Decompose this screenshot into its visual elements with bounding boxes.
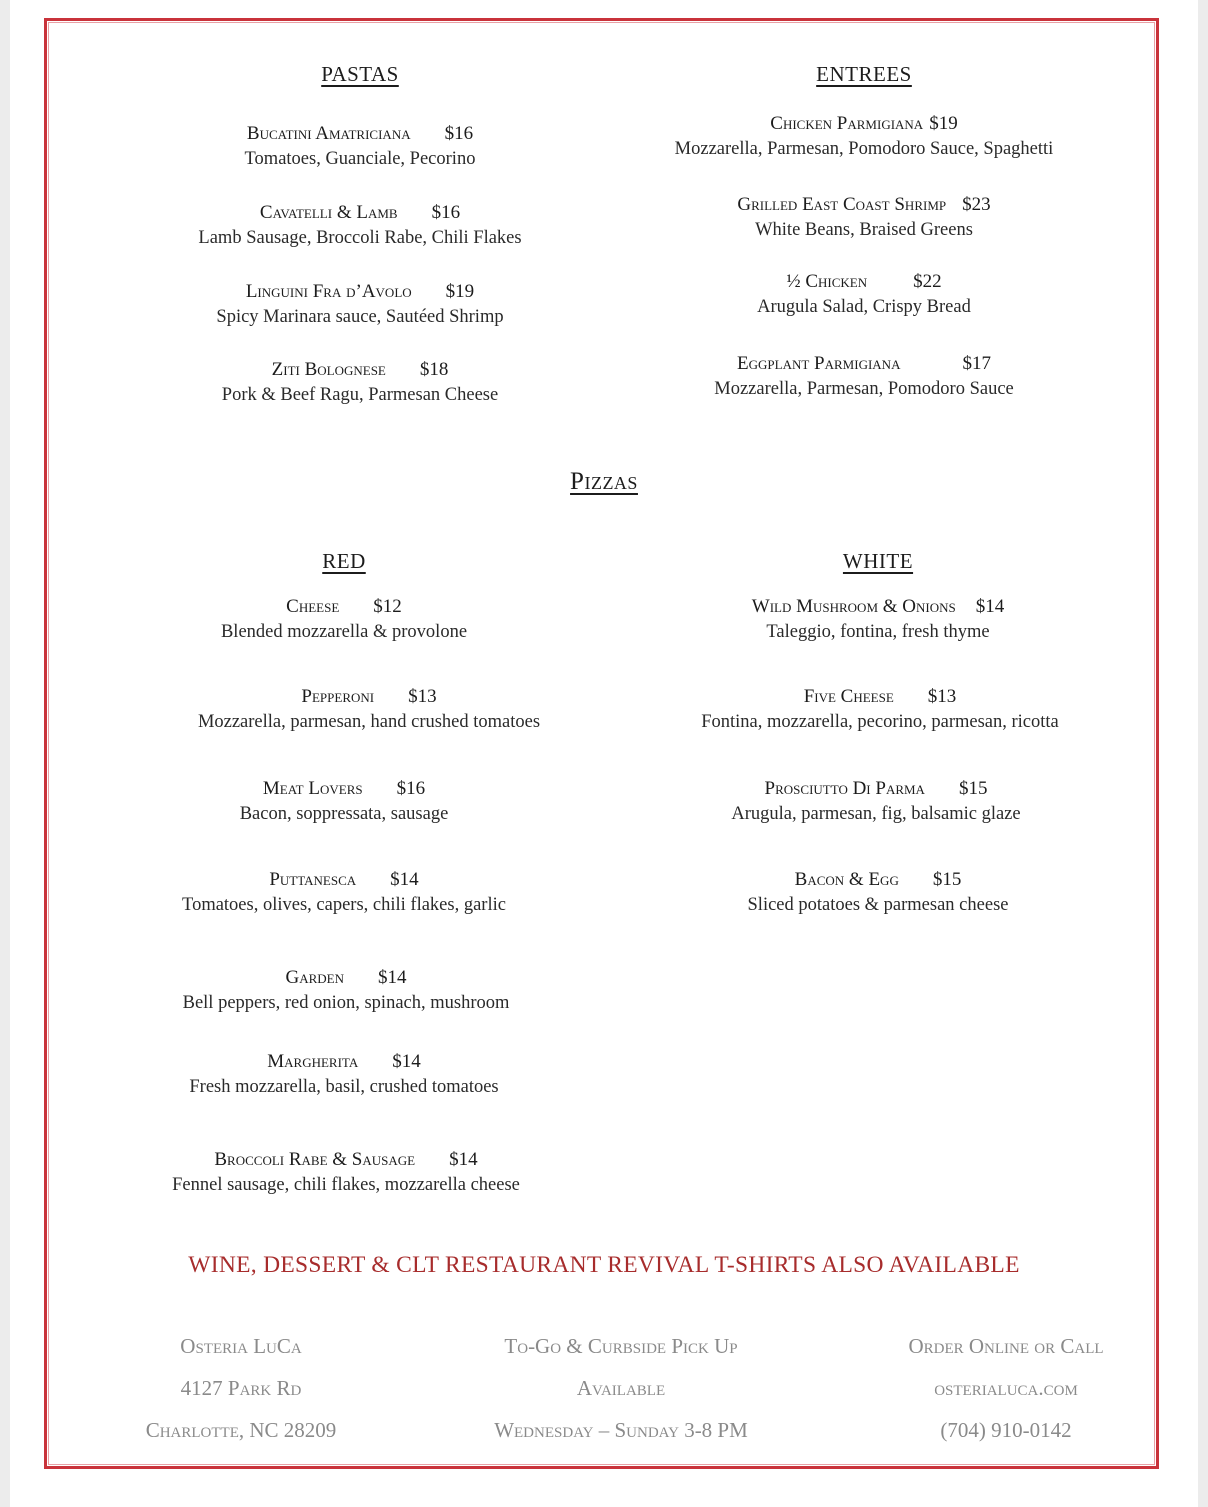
item-price: $14 bbox=[449, 1149, 478, 1170]
item-name: Five Cheese bbox=[803, 686, 894, 707]
service-hours: Wednesday – Sunday 3-8 PM bbox=[494, 1418, 748, 1442]
menu-item bbox=[675, 113, 1054, 160]
item-name: Grilled East Coast Shrimp bbox=[737, 194, 947, 215]
menu-item bbox=[221, 596, 467, 643]
item-name: Pepperoni bbox=[301, 686, 375, 707]
item-description: Fontina, mozzarella, pecorino, parmesan, ricotta bbox=[701, 712, 1059, 732]
item-description: Arugula Salad, Crispy Bread bbox=[757, 297, 971, 317]
item-price: $14 bbox=[392, 1051, 421, 1072]
item-name: Chicken Parmigiana bbox=[770, 113, 924, 134]
service-type: To-Go & Curbside Pick Up bbox=[504, 1334, 738, 1358]
item-price: $16 bbox=[396, 778, 426, 799]
item-name: Linguini Fra d’Avolo bbox=[245, 281, 412, 302]
availability-notice: WINE, DESSERT & CLT RESTAURANT REVIVAL T-SHIRTS ALSO AVAILABLE bbox=[188, 1252, 1020, 1278]
menu-item bbox=[701, 686, 1059, 733]
menu-item bbox=[737, 194, 990, 241]
item-description: Tomatoes, Guanciale, Pecorino bbox=[244, 149, 476, 169]
item-description: Sliced potatoes & parmesan cheese bbox=[747, 895, 1009, 915]
item-price: $15 bbox=[932, 869, 962, 890]
menu-item bbox=[748, 869, 1009, 916]
menu-item bbox=[731, 778, 1020, 825]
item-price: $19 bbox=[445, 281, 475, 302]
menu-item bbox=[216, 281, 503, 328]
menu-item bbox=[198, 202, 521, 249]
item-description: Fresh mozzarella, basil, crushed tomatoes bbox=[189, 1077, 499, 1097]
item-description: Pork & Beef Ragu, Parmesan Cheese bbox=[221, 385, 499, 405]
item-name: ½ Chicken bbox=[786, 271, 868, 292]
item-description: Lamb Sausage, Broccoli Rabe, Chili Flakes bbox=[198, 228, 522, 248]
service-availability: Available bbox=[576, 1376, 666, 1400]
item-price: $22 bbox=[913, 271, 942, 292]
item-name: Puttanesca bbox=[269, 869, 357, 890]
menu-item bbox=[222, 359, 498, 406]
footer-contact bbox=[908, 1325, 1103, 1451]
item-description: Mozzarella, parmesan, hand crushed tomatoes bbox=[197, 712, 541, 732]
item-price: $18 bbox=[419, 359, 449, 380]
footer-service bbox=[494, 1325, 748, 1451]
item-description: Taleggio, fontina, fresh thyme bbox=[766, 622, 990, 642]
item-price: $16 bbox=[431, 202, 461, 223]
item-name: Cheese bbox=[286, 596, 340, 617]
item-description: Mozzarella, Parmesan, Pomodoro Sauce, Spaghetti bbox=[674, 139, 1054, 159]
white-pizzas-heading: WHITE bbox=[842, 549, 914, 573]
item-name: Cavatelli & Lamb bbox=[259, 202, 398, 223]
menu-item bbox=[752, 596, 1004, 643]
city-state-zip: Charlotte, NC 28209 bbox=[145, 1418, 337, 1442]
entrees-heading: ENTREES bbox=[816, 62, 912, 86]
item-name: Bacon & Egg bbox=[794, 869, 899, 890]
item-name: Meat Lovers bbox=[262, 778, 363, 799]
item-price: $14 bbox=[378, 967, 407, 988]
item-description: Spicy Marinara sauce, Sautéed Shrimp bbox=[216, 307, 504, 327]
item-name: Prosciutto Di Parma bbox=[764, 778, 925, 799]
order-prompt: Order Online or Call bbox=[908, 1334, 1104, 1358]
item-price: $12 bbox=[373, 596, 402, 617]
item-name: Bucatini Amatriciana bbox=[246, 123, 411, 144]
item-name: Garden bbox=[285, 967, 344, 988]
item-price: $16 bbox=[444, 123, 474, 144]
item-price: $23 bbox=[962, 194, 991, 215]
menu-item bbox=[714, 353, 1014, 400]
item-price: $13 bbox=[927, 686, 957, 707]
item-description: White Beans, Braised Greens bbox=[755, 220, 973, 240]
item-price: $17 bbox=[962, 353, 991, 374]
item-price: $15 bbox=[958, 778, 988, 799]
pastas-heading: PASTAS bbox=[321, 62, 399, 86]
item-description: Bacon, soppressata, sausage bbox=[239, 804, 449, 824]
menu-item bbox=[182, 869, 506, 916]
item-description: Bell peppers, red onion, spinach, mushroom bbox=[182, 993, 510, 1013]
pizzas-heading: Pizzas bbox=[570, 468, 638, 495]
menu-item bbox=[189, 1051, 498, 1098]
item-price: $14 bbox=[975, 596, 1005, 617]
menu-item bbox=[757, 271, 971, 318]
item-price: $13 bbox=[408, 686, 437, 707]
menu-item bbox=[172, 1149, 520, 1196]
restaurant-name: Osteria LuCa bbox=[180, 1334, 302, 1358]
street-address: 4127 Park Rd bbox=[180, 1376, 302, 1400]
menu-item bbox=[245, 123, 476, 170]
item-description: Blended mozzarella & provolone bbox=[220, 622, 468, 642]
item-price: $19 bbox=[929, 113, 958, 134]
item-name: Eggplant Parmigiana bbox=[737, 353, 901, 374]
website-link[interactable]: osterialuca.com bbox=[934, 1376, 1078, 1400]
phone-number[interactable]: (704) 910-0142 bbox=[940, 1418, 1072, 1442]
item-description: Arugula, parmesan, fig, balsamic glaze bbox=[731, 804, 1021, 824]
menu-item bbox=[183, 967, 510, 1014]
item-description: Mozzarella, Parmesan, Pomodoro Sauce bbox=[714, 379, 1014, 399]
item-name: Ziti Bolognese bbox=[271, 359, 386, 380]
item-name: Margherita bbox=[267, 1051, 359, 1072]
menu-item bbox=[198, 686, 540, 733]
item-name: Wild Mushroom & Onions bbox=[751, 596, 956, 617]
red-pizzas-heading: RED bbox=[322, 549, 366, 573]
footer-address bbox=[146, 1325, 337, 1451]
item-name: Broccoli Rabe & Sausage bbox=[214, 1149, 416, 1170]
menu-item bbox=[240, 778, 449, 825]
item-description: Fennel sausage, chili flakes, mozzarella cheese bbox=[172, 1175, 520, 1195]
item-description: Tomatoes, olives, capers, chili flakes, garlic bbox=[182, 895, 506, 915]
item-price: $14 bbox=[390, 869, 419, 890]
